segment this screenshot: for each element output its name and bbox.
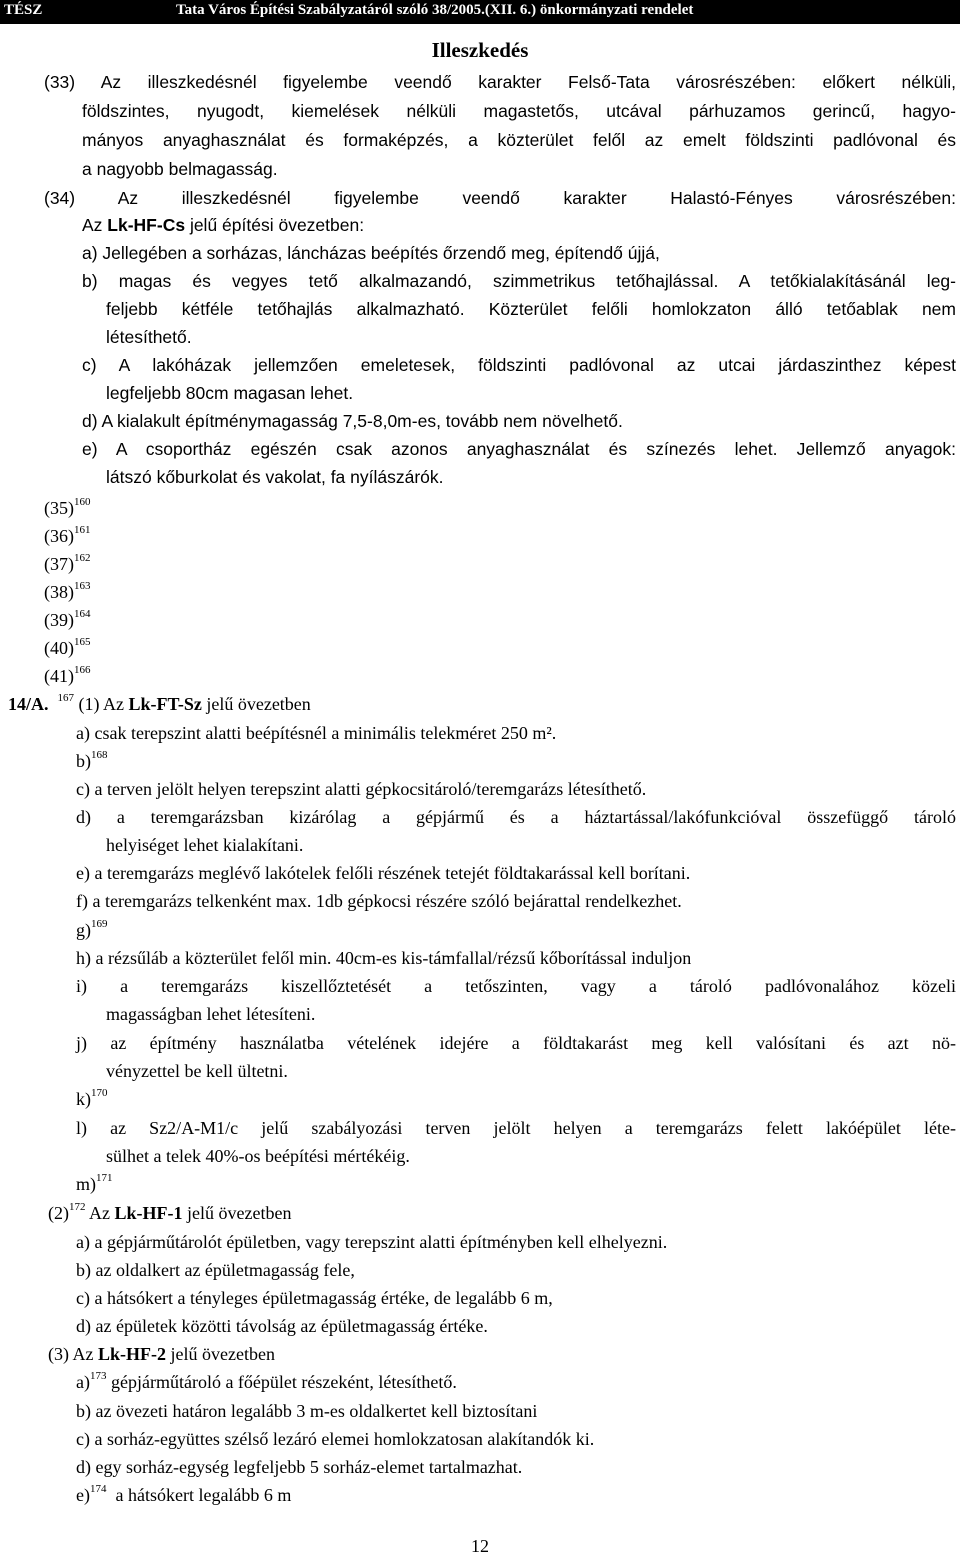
footnote-ref: 170 bbox=[91, 1087, 108, 1099]
header-abbrev: TÉSZ bbox=[4, 2, 43, 18]
p2-heading: $(2)^{172}$ Az Lk-HF-1 jelű övezetben bbox=[48, 1201, 292, 1223]
p34-item-e-2: látszó kőburkolat és vakolat, fa nyílászárók. bbox=[106, 467, 444, 487]
footnote-ref: 173 bbox=[89, 1370, 107, 1382]
s14a-item-e: e) a teremgarázs meglévő lakótelek felőli részének tetejét földtakarással kell borítani. bbox=[76, 863, 691, 883]
p34-item-b-1: b) magas és vegyes tető alkalmazandó, szimmetrikus tetőhajlással. A tetőkialakításánál leg- bbox=[82, 271, 956, 291]
section-label: 14/A. bbox=[8, 694, 49, 714]
p34-item-e-1: e) A csoportház egészén csak azonos anyaghasználat és színezés lehet. Jellemző anyagok: bbox=[82, 439, 956, 459]
p34-line-1: (34) Az illeszkedésnél figyelembe veendő karakter Halastó-Fényes városrészében: bbox=[44, 188, 956, 208]
p3-item-e: e)$^{174}$ a hátsókert legalább 6 m bbox=[76, 1483, 292, 1505]
s14a-item-j-1: j) az építmény használatba vételének idejére a földtakarást meg kell valósítani és azt nö- bbox=[76, 1033, 956, 1053]
p3-heading: (3) Az Lk-HF-2 jelű övezetben bbox=[48, 1344, 275, 1364]
p3-item-d: d) egy sorház-egység legfeljebb 5 sorház-elemet tartalmazhat. bbox=[76, 1457, 523, 1477]
s14a-item-j-2: vényzettel be kell ültetni. bbox=[106, 1061, 288, 1081]
s14a-item-b: b)$^{168}$ bbox=[76, 749, 108, 771]
s14a-item-f: f) a teremgarázs telkenként max. 1db gépkocsi részére szóló bejárattal rendelkezhet. bbox=[76, 891, 682, 911]
footnote-ref: 169 bbox=[91, 918, 108, 930]
footnote-ref: 172 bbox=[69, 1201, 86, 1213]
footnote-ref: 167 bbox=[57, 692, 74, 704]
repealed-38: $(38)^{163}$ bbox=[44, 580, 91, 602]
footnote-ref: 161 bbox=[74, 524, 91, 536]
s14a-item-d-1: d) a teremgarázsban kizárólag a gépjármű és a háztartással/lakófunkcióval összefüggő tároló bbox=[76, 807, 956, 827]
zone-code: Lk-HF-1 bbox=[114, 1203, 183, 1223]
p3-item-a: a)$^{173}$ gépjárműtároló a főépület részeként, létesíthető. bbox=[76, 1370, 457, 1392]
footnote-ref: 165 bbox=[74, 636, 91, 648]
footnote-ref: 174 bbox=[89, 1483, 107, 1495]
section-title: Illeszkedés bbox=[431, 38, 529, 62]
p2-item-d: d) az épületek közötti távolság az épületmagasság értéke. bbox=[76, 1316, 488, 1336]
p33-line-1: (33) Az illeszkedésnél figyelembe veendő karakter Felső-Tata városrészében: előkert nélküli, bbox=[44, 72, 956, 92]
repealed-36: $(36)^{161}$ bbox=[44, 524, 91, 546]
s14a-item-d-2: helyiséget lehet kialakítani. bbox=[106, 835, 304, 855]
s14a-item-a: a) csak terepszint alatti beépítésnél a minimális telekméret 250 m². bbox=[76, 723, 557, 743]
p2-item-b: b) az oldalkert az épületmagasság fele, bbox=[76, 1260, 355, 1280]
repealed-35: $(35)^{160}$ bbox=[44, 496, 91, 518]
p34-item-b-3: létesíthető. bbox=[106, 327, 192, 347]
p3-item-b: b) az övezeti határon legalább 3 m-es oldalkertet kell biztosítani bbox=[76, 1401, 538, 1421]
s14a-item-i-2: magasságban lehet létesíteni. bbox=[106, 1004, 316, 1024]
footnote-ref: 160 bbox=[74, 496, 91, 508]
section-14a-heading: 14/A. $^{167}$ (1) Az Lk-FT-Sz jelű övezetben bbox=[8, 692, 311, 714]
p2-item-a: a) a gépjárműtárolót épületben, vagy terepszint alatti építményben kell elhelyezni. bbox=[76, 1232, 668, 1252]
s14a-item-g: g)$^{169}$ bbox=[76, 918, 108, 940]
s14a-item-c: c) a terven jelölt helyen terepszint alatti gépkocsitároló/teremgarázs létesíthető. bbox=[76, 779, 647, 799]
header-title: Tata Város Építési Szabályzatáról szóló 38/2005.(XII. 6.) önkormányzati rendelet bbox=[176, 2, 694, 18]
p34-item-a: a) Jellegében a sorházas, láncházas beépítés őrzendő meg, építendő újjá, bbox=[82, 243, 660, 263]
s14a-item-l-2: sülhet a telek 40%-os beépítési mértékéig. bbox=[106, 1146, 410, 1166]
s14a-item-h: h) a rézsűláb a közterület felől min. 40cm-es kis-támfallal/rézsű kőborítással induljon bbox=[76, 948, 692, 968]
running-header bbox=[0, 0, 960, 24]
footnote-ref: 166 bbox=[74, 664, 91, 676]
repealed-41: $(41)^{166}$ bbox=[44, 664, 91, 686]
p34-item-d: d) A kialakult építménymagasság 7,5-8,0m-es, tovább nem növelhető. bbox=[82, 411, 623, 431]
footnote-ref: 171 bbox=[96, 1172, 113, 1184]
p34-item-c-2: legfeljebb 80cm magasan lehet. bbox=[106, 383, 354, 403]
s14a-item-i-1: i) a teremgarázs kiszellőztetését a tetőszinten, vagy a tároló padlóvonalához közeli bbox=[76, 976, 956, 996]
p34-item-b-2: feljebb kétféle tetőhajlás alkalmazható. Közterület felőli homlokzaton álló tetőablak nem bbox=[106, 299, 956, 319]
p3-item-c: c) a sorház-együttes szélső lezáró elemei homlokzatosan alakítandók ki. bbox=[76, 1429, 595, 1449]
footnote-ref: 168 bbox=[91, 749, 108, 761]
zone-code: Lk-HF-2 bbox=[97, 1344, 166, 1364]
footnote-ref: 162 bbox=[74, 552, 91, 564]
s14a-item-l-1: l) az Sz2/A-M1/c jelű szabályozási terven jelölt helyen a teremgarázs felett lakóépület léte- bbox=[76, 1118, 956, 1138]
p33-line-4: a nagyobb belmagasság. bbox=[82, 159, 278, 179]
s14a-item-m: m)$^{171}$ bbox=[76, 1172, 113, 1194]
page-number: 12 bbox=[471, 1536, 489, 1556]
repealed-39: $(39)^{164}$ bbox=[44, 608, 91, 630]
p34-zone-line: Az Lk-HF-Cs jelű építési övezetben: bbox=[82, 215, 365, 235]
repealed-37: $(37)^{162}$ bbox=[44, 552, 91, 574]
p34-item-c-1: c) A lakóházak jellemzően emeletesek, földszinti padlóvonal az utcai járdaszinthez képest bbox=[82, 355, 956, 375]
s14a-item-k: k)$^{170}$ bbox=[76, 1087, 108, 1109]
zone-code: Lk-FT-Sz bbox=[128, 694, 202, 714]
footnote-ref: 163 bbox=[74, 580, 91, 592]
repealed-40: $(40)^{165}$ bbox=[44, 636, 91, 658]
p33-line-3: mányos anyaghasználat és formaképzés, a közterület felől az emelt földszinti padlóvonal és bbox=[82, 130, 956, 150]
footnote-ref: 164 bbox=[74, 608, 91, 620]
p2-item-c: c) a hátsókert a tényleges épületmagasság értéke, de legalább 6 m, bbox=[76, 1288, 553, 1308]
zone-code: Lk-HF-Cs bbox=[107, 215, 186, 235]
p33-line-2: földszintes, nyugodt, kiemelések nélküli magastetős, utcával párhuzamos gerincű, hagyo- bbox=[82, 101, 956, 121]
